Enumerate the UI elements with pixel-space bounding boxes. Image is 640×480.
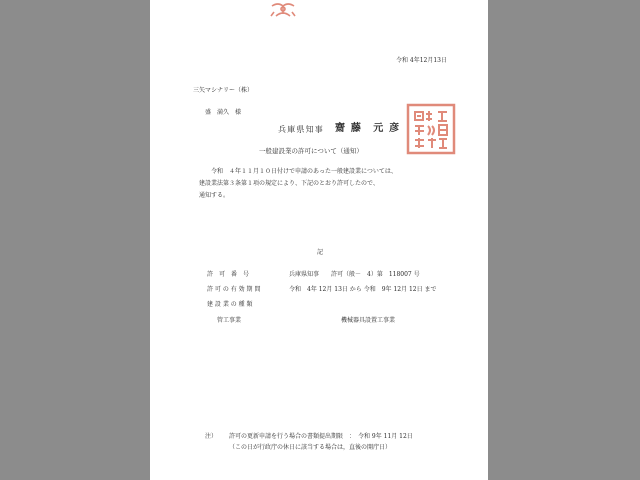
body-line-2: 建設業法第３条第１項の規定により、下記のとおり許可したので、 bbox=[199, 180, 379, 187]
ki-heading: 記 bbox=[317, 249, 324, 256]
governor-name: 齋 藤 元 彦 bbox=[335, 123, 401, 134]
business-type-label: 建 設 業 の 種 類 bbox=[207, 301, 253, 308]
document-page bbox=[150, 0, 488, 480]
official-seal-stamp bbox=[405, 102, 457, 156]
body-line-1: 令和 ４年１１月１０日付けで申請のあった一般建設業については、 bbox=[211, 168, 397, 175]
business-type-2: 機械器具設置工事業 bbox=[341, 317, 396, 324]
note-line-1: 許可の更新申請を行う場合の書類提出期限 ： 令和 9年 11月 12日 bbox=[229, 433, 413, 440]
date: 令和 4年12月13日 bbox=[396, 57, 447, 64]
note-label: 注） bbox=[205, 433, 218, 440]
recipient-company: 三矢マシナリー（株） bbox=[193, 87, 254, 94]
body-line-3: 通知する。 bbox=[199, 192, 230, 199]
seal-mark-icon bbox=[268, 0, 298, 22]
business-type-1: 管工事業 bbox=[217, 317, 242, 324]
license-number-label: 許 可 番 号 bbox=[207, 271, 250, 278]
note-line-2: （この日が行政庁の休日に該当する場合は，直後の開庁日） bbox=[229, 444, 392, 451]
validity-label: 許 可 の 有 効 期 間 bbox=[207, 286, 261, 293]
license-number-value: 兵庫県知事 許可（般－ 4）第 118007 号 bbox=[289, 271, 420, 278]
validity-value: 令和 4年 12月 13日 から 令和 9年 12月 12日 まで bbox=[289, 286, 437, 293]
issuer: 兵庫県知事 bbox=[278, 125, 324, 134]
document-title: 一般建設業の許可について（通知） bbox=[259, 147, 363, 155]
recipient-name: 盛 満久 様 bbox=[205, 109, 242, 116]
